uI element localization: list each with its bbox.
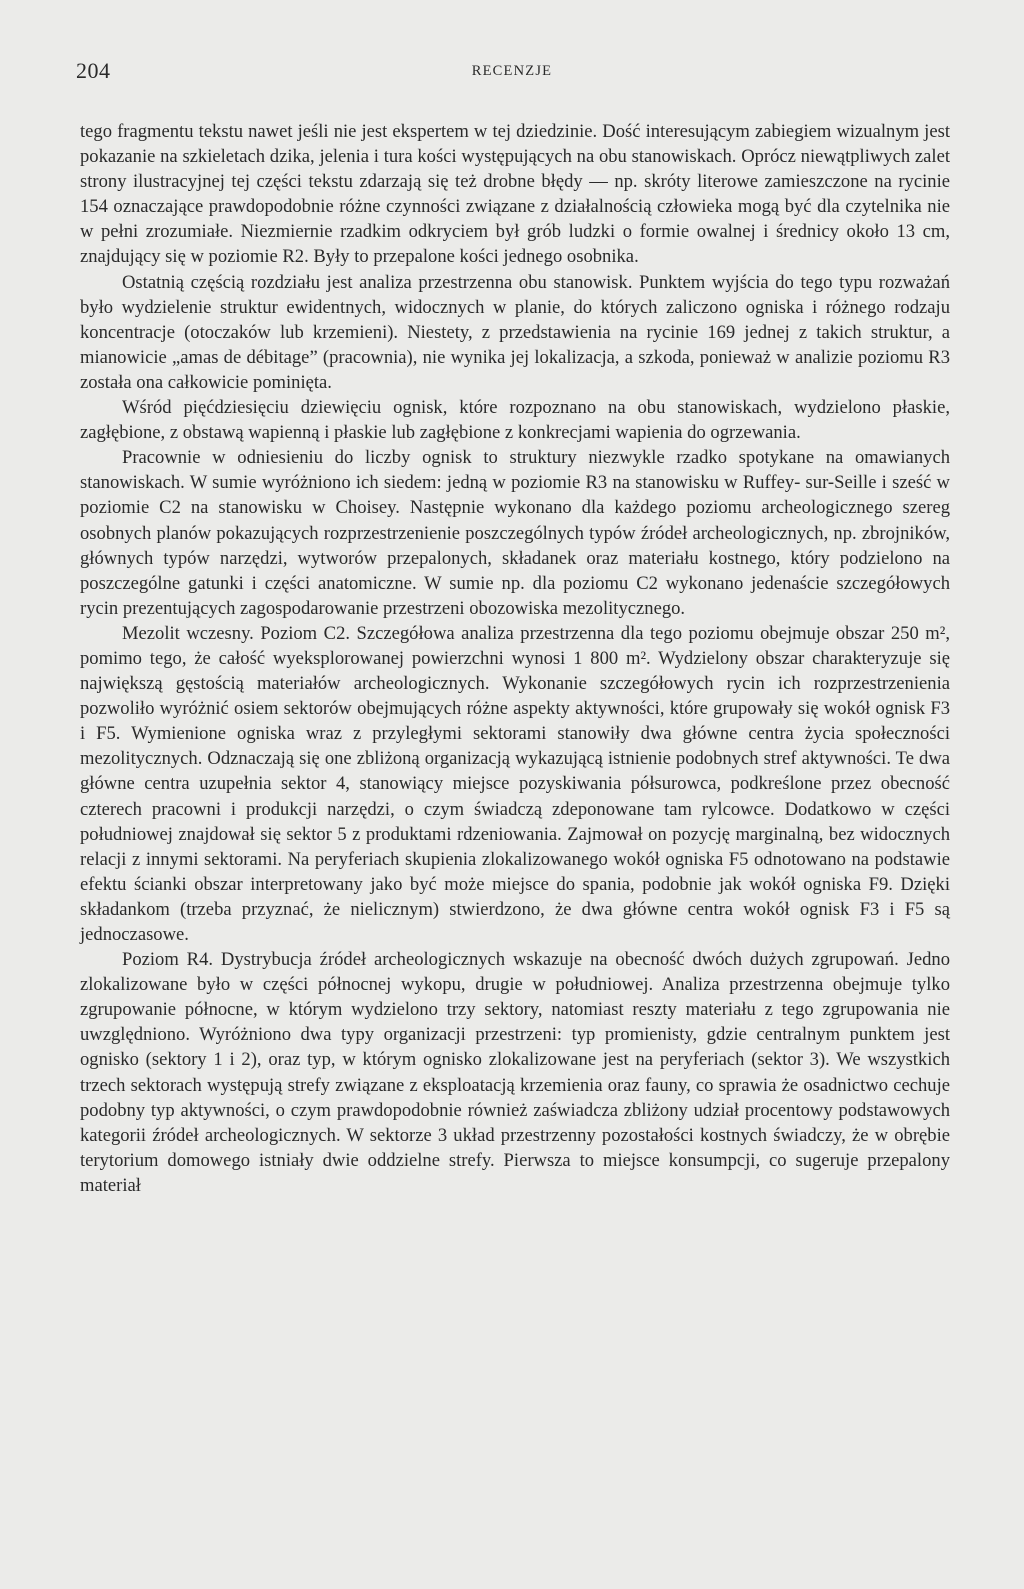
body-text bbox=[80, 119, 950, 1198]
page-header bbox=[76, 58, 948, 88]
page-number: 204 bbox=[76, 58, 111, 83]
paragraph-4: Pracownie w odniesieniu do liczby ognisk to struktury niezwykle rzadko spotykane na omawianych stanowiskach. W sumie wyróżniono ich siedem: jedną w poziomie R3 na stanowisku w Ruffey- sur-Seille i sześć w poziomie C2 na stanowisku w Choisey. Następnie wykonano dla każdego poziomu archeologicznego szereg osobnych planów pokazujących rozprzestrzenienie poszczególnych typów źródeł archeologicznych, np. zbrojników, głównych typów narzędzi, wytworów przepalonych, składanek oraz materiału kostnego, który podzielono na poszczególne gatunki i części anatomiczne. W sumie np. dla poziomu C2 wykonano jedenaście szczegółowych rycin prezentujących zagospodarowanie przestrzeni obozowiska mezolitycznego. bbox=[80, 447, 950, 619]
paragraph-6: Poziom R4. Dystrybucja źródeł archeologicznych wskazuje na obecność dwóch dużych zgrupowań. Jedno zlokalizowane było w części północnej wykopu, drugie w południowej. Analiza przestrzenna obejmuje tylko zgrupowanie północne, w którym wydzielono trzy sektory, natomiast reszty materiału z tego zgrupowania nie uwzględniono. Wyróżniono dwa typy organizacji przestrzeni: typ promienisty, gdzie centralnym punktem jest ognisko (sektory 1 i 2), oraz typ, w którym ognisko zlokalizowane jest na peryferiach (sektor 3). We wszystkich trzech sektorach występują strefy związane z eksploatacją krzemienia oraz fauny, co sprawia że osadnictwo cechuje podobny typ aktywności, o czym prawdopodobnie również zaświadcza zbliżony udział procentowy podstawowych kategorii źródeł archeologicznych. W sektorze 3 układ przestrzenny pozostałości kostnych świadczy, że w obrębie terytorium domowego istniały dwie oddzielne strefy. Pierwsza to miejsce konsumpcji, co sugeruje przepalony materiał bbox=[80, 949, 950, 1196]
paragraph-1: tego fragmentu tekstu nawet jeśli nie jest ekspertem w tej dziedzinie. Dość interesującym zabiegiem wizualnym jest pokazanie na szkieletach dzika, jelenia i tura kości występujących na obu stanowiskach. Oprócz niewątpliwych zalet strony ilustracyjnej tej części tekstu zdarzają się też drobne błędy — np. skróty literowe zamieszczone na rycinie 154 oznaczające prawdopodobnie różne czynności związane z działalnością człowieka mogą być dla czytelnika nie w pełni zrozumiałe. Niezmiernie rzadkim odkryciem był grób ludzki o formie owalnej i średnicy około 13 cm, znajdujący się w poziomie R2. Były to przepalone kości jednego osobnika. bbox=[80, 121, 950, 268]
paragraph-5: Mezolit wczesny. Poziom C2. Szczegółowa analiza przestrzenna dla tego poziomu obejmuje obszar 250 m², pomimo tego, że całość wyeksplorowanej powierzchni wynosi 1 800 m². Wydzielony obszar charakteryzuje się największą gęstością materiałów archeologicznych. Wykonanie szczegółowych rycin ich rozprzestrzenienia pozwoliło wyróżnić osiem sektorów obejmujących różne aspekty aktywności, które grupowały się wokół ognisk F3 i F5. Wymienione ogniska wraz z przyległymi sektorami stanowiły dwa główne centra życia społeczności mezolitycznych. Odznaczają się one zbliżoną organizacją wykazującą istnienie podobnych stref aktywności. Te dwa główne centra uzupełnia sektor 4, stanowiący miejsce pozyskiwania półsurowca, podkreślone przez obecność czterech pracowni i produkcji narzędzi, o czym świadczą zdeponowane tam rylcowce. Dodatkowo w części południowej znajdował się sektor 5 z produktami rdzeniowania. Zajmował on pozycję marginalną, bez widocznych relacji z innymi sektorami. Na peryferiach skupienia zlokalizowanego wokół ogniska F5 odnotowano na podstawie efektu ścianki obszar interpretowany jako być może miejsce do spania, podobnie jak wokół ogniska F9. Dzięki składankom (trzeba przyznać, że nielicznym) stwierdzono, że dwa główne centra wokół ognisk F3 i F5 są jednoczasowe. bbox=[80, 622, 950, 945]
paragraph-3: Wśród pięćdziesięciu dziewięciu ognisk, które rozpoznano na obu stanowiskach, wydzielono płaskie, zagłębione, z obstawą wapienną i płaskie lub zagłębione z konkrecjami wapienia do ogrzewania. bbox=[80, 397, 950, 444]
running-head: RECENZJE bbox=[471, 63, 553, 79]
paragraph-2: Ostatnią częścią rozdziału jest analiza przestrzenna obu stanowisk. Punktem wyjścia do tego typu rozważań było wydzielenie struktur ewidentnych, widocznych w planie, do których zaliczono ogniska i różnego rodzaju koncentracje (otoczaków lub krzemieni). Niestety, z przedstawienia na rycinie 169 jednej z takich struktur, a mianowicie „amas de débitage” (pracownia), nie wynika jej lokalizacja, a szkoda, ponieważ w analizie poziomu R3 została ona całkowicie pominięta. bbox=[80, 271, 950, 393]
